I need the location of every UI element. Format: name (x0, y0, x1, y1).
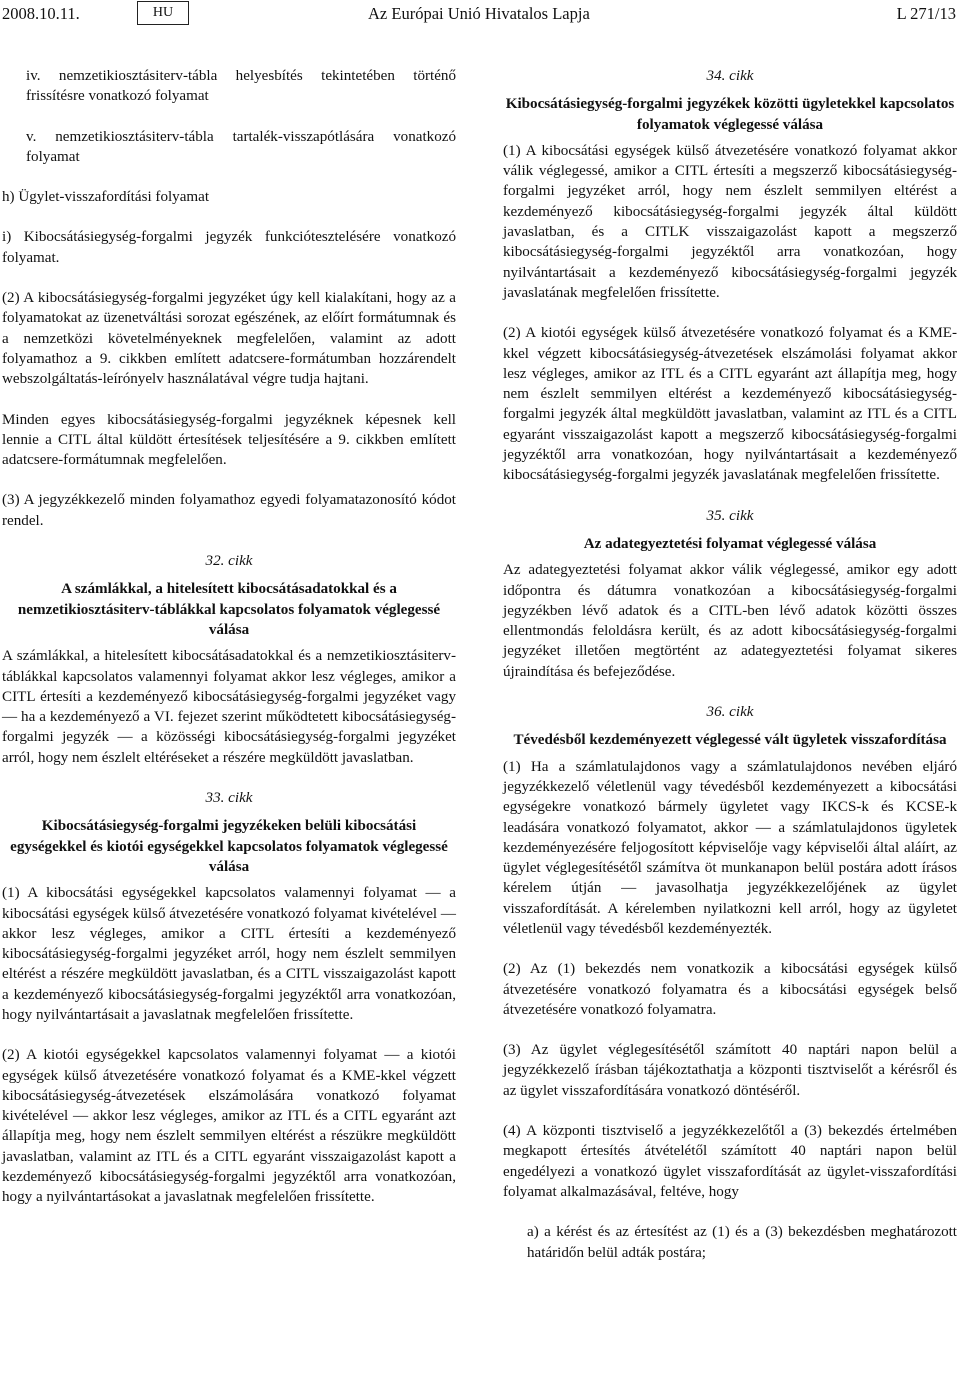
article-32-title: A számlákkal, a hitelesített kibocsátásadatokkal és a nemzetikiosztásiterv-táblákkal kapcsolatos folyamatok véglegessé válása (17, 581, 441, 638)
article-34-paragraph-2: (2) A kiotói egységek külső átvezetésére vonatkozó folyamat és a KME-kkel végzett kibocsátásiegység-átvezetések elszámolási folyamat akkor lesz végleges, amikor az ITL és a CITL egyaránt azt állapítja meg, hogy nem észlelt semmilyen eltérést a kezdeményező kibocsátásiegység-forgalmi jegyzék által megküldött javaslatban, valamint az ITL és a CITL egyaránt visszaigazolást kapott a megszerző kibocsátásiegység-forgalmi jegyzéktől arra vonatkozóan, hogy nyilvántartásait a kezdeményező kibocsátásiegység-forgalmi jegyzék javaslatának megfelelően frissítette. (503, 325, 957, 484)
list-item-i: i) Kibocsátásiegység-forgalmi jegyzék funkciótesztelésére vonatkozó folyamat. (2, 229, 456, 266)
right-column (503, 66, 957, 1263)
paragraph-2: (2) A kibocsátásiegység-forgalmi jegyzéket úgy kell kialakítani, hogy az a folyamatokat az üzenetváltási sorozat egészének, az előírt formátumnak és a nemzetközi követelményeknek megfelelően, valamint az adott folyamathoz a 9. cikkben említett adatcsere-formátumban hozzárendelt webszolgáltatás-leírónyelv használatával végre tudja hajtani. (2, 290, 456, 388)
article-33-paragraph-2: (2) A kiotói egységekkel kapcsolatos valamennyi folyamat — a kiotói egységek külső átvezetésére vonatkozó folyamat és a KME-kkel végzett kibocsátásiegység-átvezetések elszámolására vonatkozó folyamat kivételével — akkor lesz végleges, amikor az ITL és a CITL egyaránt azt állapítja meg, hogy nem észlelt semmilyen eltérést a részükre megküldött javaslatban, valamint az ITL és a CITL egyaránt visszaigazolást kapott a kezdeményező kibocsátásiegység-forgalmi jegyzéktől arra vonatkozóan, hogy a nyilvántartásokat a javaslatnak megfelelően frissítette. (2, 1047, 456, 1206)
article-34-paragraph-1: (1) A kibocsátási egységek külső átvezetésére vonatkozó folyamat akkor válik véglegessé, amikor a CITL értesíti a megszerző kibocsátásiegység-forgalmi jegyzéket arról, hogy nem észlelt semmilyen eltérést a kezdeményező kibocsátásiegység-forgalmi jegyzék által küldött javaslatban, és a CITLK visszaigazolást kapott a megszerző kibocsátásiegység-forgalmi jegyzéktől arra vonatkozóan, hogy nyilvántartásait a kezdeményező kibocsátásiegység-forgalmi jegyzék javaslatának megfelelően frissítette. (503, 142, 957, 301)
article-36-number: 36. cikk (706, 704, 754, 721)
article-35-text: Az adategyeztetési folyamat akkor válik véglegessé, amikor egy adott időpontra és dátumra vonatkozóan a kibocsátásiegység-forgalmi jegyzékben lévő adatok és a CITL-ben lévő adatok közötti összes ellentmondás feloldásra került, és az adott kibocsátásiegység-forgalmi jegyzéket illetően megtörtént az adategyeztetési folyamat sikeres újraindítása és befejeződése. (503, 562, 957, 680)
list-item-v: v. nemzetikiosztásiterv-tábla tartalék-visszapótlására vonatkozó folyamat (26, 128, 456, 165)
journal-title: Az Európai Unió Hivatalos Lapja (368, 4, 590, 23)
article-34-number: 34. cikk (706, 68, 754, 84)
left-column (2, 66, 456, 1208)
page-number: L 271/13 (896, 4, 956, 23)
article-32-text: A számlákkal, a hitelesített kibocsátásadatokkal és a nemzetikiosztásiterv-táblákkal kapcsolatos valamennyi folyamat akkor lesz végleges, amikor a CITL értesíti a kezdeményező kibocsátásiegység-forgalmi jegyzéket vagy — ha a kezdeményező a VI. fejezet szerint működtetett kibocsátásiegység-forgalmi jegyzék — a közösségi kibocsátásiegység-forgalmi jegyzéket arról, hogy nem észlelt eltéréseket a részére megküldött javaslatban. (2, 648, 456, 766)
article-33-title: Kibocsátásiegység-forgalmi jegyzékeken belüli kibocsátási egységekkel és kiotói egységekkel kapcsolatos folyamatok véglegessé válása (10, 818, 448, 875)
article-36-paragraph-2: (2) Az (1) bekezdés nem vonatkozik a kibocsátási egységek külső átvezetésére vonatkozó folyamatra és a kibocsátási egységek belső átvezetésére vonatkozó folyamatra. (503, 961, 957, 1018)
paragraph-2b: Minden egyes kibocsátásiegység-forgalmi jegyzéknek képesnek kell lennie a CITL által küldött értesítések teljesítésére a 9. cikkben említett adatcsere-formátumnak megfelelően. (2, 411, 456, 469)
page-header (0, 0, 960, 30)
list-item-iv: iv. nemzetikiosztásiterv-tábla helyesbítés tekintetében történő frissítésre vonatkozó folyamat (26, 68, 456, 105)
list-item-h: h) Ügylet-visszafordítási folyamat (2, 189, 210, 206)
article-36-paragraph-1: (1) Ha a számlatulajdonos vagy a számlatulajdonos nevében eljáró jegyzékkezelő véletlenül vagy tévedésből kezdeményezett a kibocsátási egységekre vonatkozó bármely ügyletet vagy IKCS-k és KCSE-k leadására vonatkozó folyamatot, akkor — a számlatulajdonos ügyletek kezdeményezésére feljogosított képviselője vagy képviselői által aláírt, az ügylet véglegesítésétől számítva öt munkanapon belül postára adott írásos kérelem útján — javasolhatja jegyzékkezelőjének az ügylet visszafordítását. A kérelemben nyilatkozni kell arról, hogy az ügyletet véletlenül vagy tévedésből kezdeményezték. (503, 758, 957, 937)
article-33-number: 33. cikk (205, 790, 253, 807)
article-36-point-a: a) a kérést és az értesítést az (1) és a (3) bekezdésben meghatározott határidőn belül adták postára; (527, 1224, 957, 1261)
article-32-number: 32. cikk (205, 553, 253, 570)
article-35-title: Az adategyeztetési folyamat véglegessé válása (583, 535, 877, 552)
article-34-title: Kibocsátásiegység-forgalmi jegyzékek közötti ügyletekkel kapcsolatos folyamatok véglegessé válása (505, 96, 955, 133)
publication-date: 2008.10.11. (2, 4, 80, 23)
paragraph-3: (3) A jegyzékkezelő minden folyamathoz egyedi folyamatazonosító kódot rendel. (2, 492, 456, 529)
article-35-number: 35. cikk (706, 507, 754, 524)
article-36-paragraph-3: (3) Az ügylet véglegesítésétől számított 40 naptári napon belül a jegyzékkezelő írásban tájékoztathatja a központi tisztviselőt a kérésről és az ügylet visszafordítására vonatkozó döntéséről. (503, 1042, 957, 1099)
article-36-paragraph-4: (4) A központi tisztviselő a jegyzékkezelőtől a (3) bekezdés értelmében megkapott értesítés átvételétől számított 40 naptári napon belül engedélyezi a vonatkozó ügylet visszafordítását az ügylet-visszafordítási folyamat alkalmazásával, feltéve, hogy (503, 1123, 957, 1200)
language-badge: HU (137, 1, 189, 25)
article-36-title: Tévedésből kezdeményezett véglegessé vált ügyletek visszafordítása (513, 732, 947, 749)
article-33-paragraph-1: (1) A kibocsátási egységekkel kapcsolatos valamennyi folyamat — a kibocsátási egységek külső átvezetésére vonatkozó folyamat kivételével — akkor lesz végleges, amikor a CITL értesíti a kezdeményező kibocsátásiegység-forgalmi jegyzéket arról, hogy nem észlelt semmilyen eltérést a részére megküldött javaslatban, és a CITL visszaigazolást kapott a kezdeményező kibocsátásiegység-forgalmi jegyzéktől arra vonatkozóan, hogy nyilvántartásait a javaslatnak megfelelően frissítette. (2, 885, 456, 1023)
